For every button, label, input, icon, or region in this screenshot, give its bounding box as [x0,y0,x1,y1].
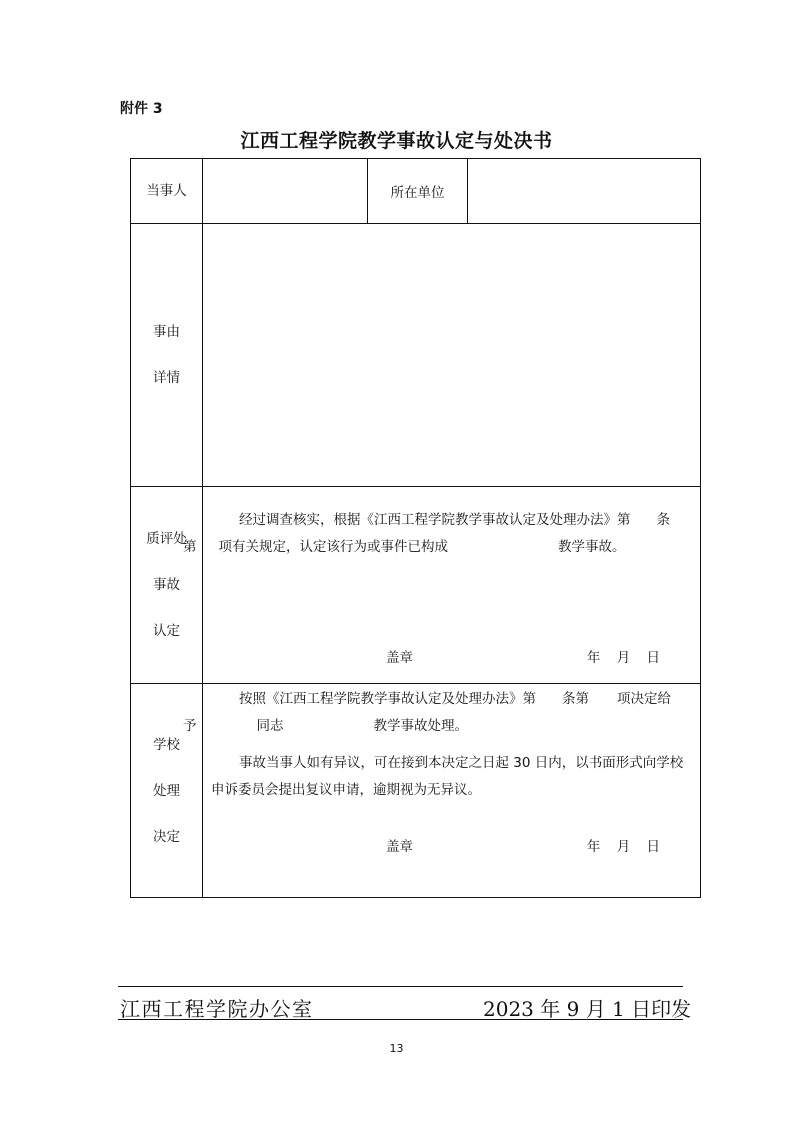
decision-label-line2: 处理 [153,782,180,799]
accident-stamp-label: 盖章 [386,650,413,666]
unit-label: 所在单位 [368,159,468,224]
decision-label-line3: 决定 [153,828,180,845]
decision-row [131,684,701,898]
decision-text-1: 按照《江西工程学院教学事故认定及处理办法》第 [239,691,536,707]
decision-stamp-label: 盖章 [386,839,413,855]
accident-text-4: 项有关规定，认定该行为或事件已构成 [218,539,448,555]
footer-issue-date: 2023 年 9 月 1 日印发 [483,997,692,1021]
party-value-field[interactable] [203,159,368,224]
page-number: 13 [389,1042,404,1055]
decision-label-cell [131,684,203,898]
details-label-line1: 事由 [153,324,180,340]
decision-content-cell [183,684,701,898]
decision-text-5: 同志 [256,718,284,734]
accident-date-label: 年 月 日 [586,650,660,666]
decision-statement [183,686,692,740]
decision-text-6: 教学事故处理。 [373,718,468,734]
unit-value-field[interactable] [468,159,701,224]
decision-text-3: 项决定给 [617,691,671,707]
decision-label-line1: 学校 [153,736,180,753]
footer-bottom-rule [118,1019,683,1020]
attachment-label: 附件 3 [120,101,163,117]
accident-text-2: 条 [656,512,670,528]
footer-top-rule [118,986,683,987]
accident-text-3: 第 [183,539,197,555]
accident-text-5: 教学事故。 [558,539,626,555]
details-content-field[interactable] [203,224,701,487]
accident-label-line1: 质评处 [146,531,187,547]
document-title: 江西工程学院教学事故认定与处决书 [240,130,553,152]
details-label-line2: 详情 [153,370,180,386]
accident-content-cell [183,487,701,684]
accident-statement [183,507,692,561]
details-label-cell [131,224,203,487]
accident-label-cell [131,487,203,684]
accident-form-table [130,158,701,898]
footer-office: 江西工程学院办公室 [120,997,314,1021]
decision-text-4: 予 [183,718,197,734]
accident-text-1: 经过调查核实，根据《江西工程学院教学事故认定及处理办法》第 [239,512,631,528]
decision-text-2: 条第 [562,691,589,707]
decision-appeal-text: 事故当事人如有异议，可在接到本决定之日起 30 日内，以书面形式向学校申诉委员会提出复议申请，逾期视为无异议。 [211,755,684,798]
details-row [131,224,701,487]
party-label: 当事人 [131,159,203,224]
accident-label-line3: 认定 [153,623,180,639]
decision-date-label: 年 月 日 [586,839,660,855]
accident-row [131,487,701,684]
accident-label-line2: 事故 [153,577,180,593]
party-row [131,159,701,224]
